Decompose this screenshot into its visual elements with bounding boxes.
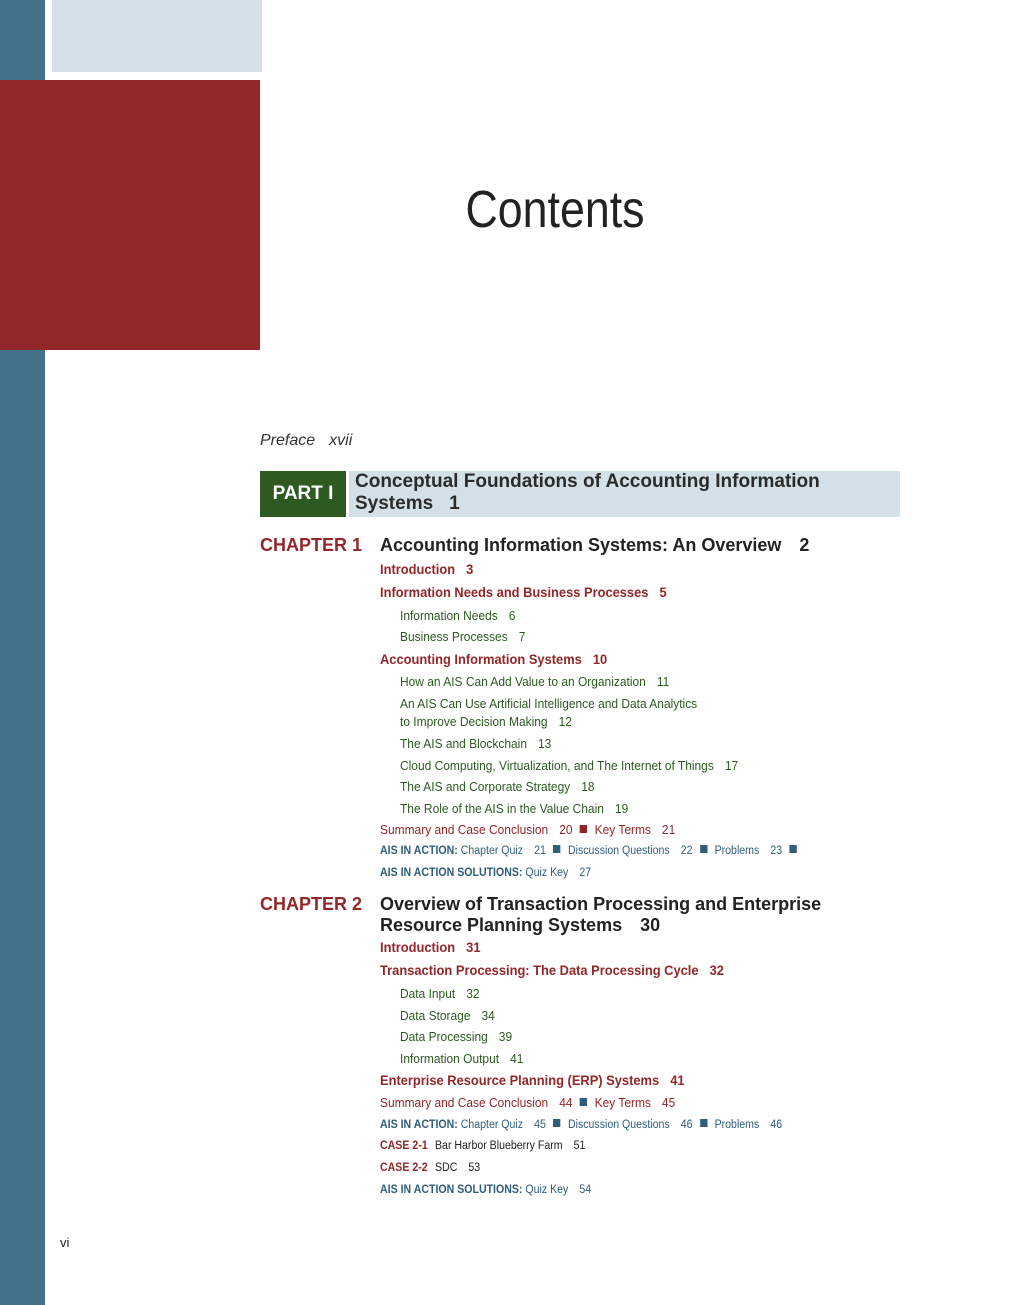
ais-in-action-line[interactable]: [380, 1119, 782, 1131]
case-label: CASE 2-2: [380, 1162, 428, 1174]
entry-label: Discussion Questions: [567, 1119, 670, 1131]
entry-label: Quiz Key: [525, 1184, 569, 1196]
entry-page: 45: [661, 1095, 676, 1110]
summary-line[interactable]: [380, 1095, 675, 1110]
entry-page: 3: [466, 561, 474, 577]
toc-subentry[interactable]: [400, 628, 525, 646]
entry-label: Discussion Questions: [567, 845, 670, 857]
entry-page: 11: [656, 674, 670, 689]
decorative-light-block: [52, 0, 262, 72]
entry-label: Problems: [714, 1119, 760, 1131]
toc-entry[interactable]: [380, 962, 724, 978]
page-number: vi: [60, 1235, 70, 1250]
entry-label: Introduction: [380, 939, 456, 955]
entry-label: Transaction Processing: The Data Processing Cycle: [380, 962, 699, 978]
case-title: Bar Harbor Blueberry Farm: [434, 1140, 563, 1152]
chapter-2-page: 30: [640, 915, 661, 935]
entry-page: 6: [508, 608, 516, 623]
entry-label: Summary and Case Conclusion: [380, 822, 549, 837]
entry-label: Data Input: [400, 986, 456, 1001]
entry-page: 46: [680, 1119, 693, 1131]
entry-label: An AIS Can Use Artificial Intelligence and Data Analytics: [400, 696, 698, 711]
ais-solutions-line[interactable]: [380, 1184, 591, 1196]
entry-label: Chapter Quiz: [460, 1119, 524, 1131]
part-label: PART I: [260, 471, 346, 517]
separator-square: [553, 845, 560, 853]
part-page: 1: [449, 493, 460, 514]
entry-label: Data Storage: [400, 1008, 471, 1023]
entry-label: Problems: [714, 845, 760, 857]
entry-page: 41: [670, 1072, 685, 1088]
entry-label: Accounting Information Systems: [380, 651, 582, 667]
toc-subentry[interactable]: [400, 695, 697, 731]
entry-label: How an AIS Can Add Value to an Organization: [400, 674, 646, 689]
case-label: CASE 2-1: [380, 1140, 428, 1152]
case-entry[interactable]: [380, 1162, 480, 1174]
entry-page: 19: [614, 801, 629, 816]
toc-entry[interactable]: [380, 1072, 685, 1088]
entry-label: Data Processing: [400, 1029, 488, 1044]
toc-subentry[interactable]: [400, 735, 551, 753]
toc-entry[interactable]: [380, 584, 667, 600]
entry-label: to Improve Decision Making: [400, 714, 548, 729]
entry-label: Business Processes: [400, 629, 508, 644]
entry-page: 53: [468, 1162, 481, 1174]
entry-label: Information Needs: [400, 608, 498, 623]
entry-label: Introduction: [380, 561, 456, 577]
chapter-1-title[interactable]: [380, 535, 809, 556]
entry-label: The AIS and Corporate Strategy: [400, 779, 571, 794]
entry-page: 32: [709, 962, 724, 978]
entry-label: Key Terms: [594, 1095, 651, 1110]
entry-page: 7: [518, 629, 526, 644]
entry-page: 23: [770, 845, 783, 857]
case-entry[interactable]: [380, 1140, 585, 1152]
separator-square: [700, 845, 707, 853]
entry-page: 12: [558, 714, 572, 729]
separator-square: [553, 1119, 560, 1127]
toc-subentry[interactable]: [400, 673, 669, 691]
chapter-2-label: CHAPTER 2: [260, 894, 363, 914]
separator-square: [789, 845, 796, 853]
entry-page: 18: [581, 779, 595, 794]
chapter-1-page: 2: [799, 535, 810, 555]
entry-label: The Role of the AIS in the Value Chain: [400, 801, 604, 816]
decorative-red-block: [0, 80, 260, 350]
part-title[interactable]: [355, 471, 895, 515]
preface-entry[interactable]: [260, 432, 352, 450]
page-title: Contents: [465, 181, 645, 239]
ais-solutions-line[interactable]: [380, 867, 591, 879]
entry-label: Information Output: [400, 1051, 500, 1066]
toc-subentry[interactable]: [400, 607, 515, 625]
toc-entry[interactable]: [380, 561, 473, 577]
toc-subentry[interactable]: [400, 1050, 523, 1068]
toc-subentry[interactable]: [400, 757, 738, 775]
ais-label: AIS IN ACTION SOLUTIONS:: [380, 1184, 523, 1196]
toc-entry[interactable]: [380, 939, 480, 955]
preface-page: xvii: [329, 432, 353, 449]
entry-label: Quiz Key: [525, 867, 569, 879]
entry-page: 54: [579, 1184, 592, 1196]
entry-page: 31: [466, 939, 481, 955]
entry-page: 22: [680, 845, 693, 857]
entry-page: 21: [534, 845, 546, 857]
entry-label: The AIS and Blockchain: [400, 736, 527, 751]
entry-page: 21: [661, 822, 676, 837]
separator-square: [700, 1119, 707, 1127]
entry-label: Chapter Quiz: [460, 845, 524, 857]
toc-subentry[interactable]: [400, 1007, 495, 1025]
toc-subentry[interactable]: [400, 778, 595, 796]
chapter-2-title-line1: Overview of Transaction Processing and Enterprise: [380, 894, 822, 914]
entry-page: 45: [534, 1119, 546, 1131]
entry-page: 20: [559, 822, 573, 837]
entry-label: Enterprise Resource Planning (ERP) Systems: [380, 1072, 660, 1088]
preface-label: Preface: [260, 432, 316, 449]
chapter-2-title[interactable]: [380, 894, 821, 936]
entry-page: 10: [592, 651, 608, 667]
ais-label: AIS IN ACTION:: [380, 845, 458, 857]
entry-label: Key Terms: [594, 822, 651, 837]
part-title-text: Conceptual Foundations of Accounting Information Systems: [355, 471, 820, 514]
entry-page: 32: [466, 986, 480, 1001]
toc-entry[interactable]: [380, 651, 607, 667]
chapter-2-title-line2: Resource Planning Systems: [380, 915, 623, 935]
entry-label: Cloud Computing, Virtualization, and The Internet of Things: [400, 758, 714, 773]
ais-in-action-line[interactable]: [380, 845, 804, 857]
entry-page: 41: [510, 1051, 524, 1066]
separator-square: [580, 1098, 587, 1106]
chapter-1-label: CHAPTER 1: [260, 535, 363, 555]
entry-page: 51: [573, 1140, 586, 1152]
separator-square: [580, 825, 587, 833]
ais-label: AIS IN ACTION:: [380, 1119, 458, 1131]
entry-label: Information Needs and Business Processes: [380, 584, 649, 600]
entry-page: 17: [724, 758, 739, 773]
entry-page: 13: [538, 736, 552, 751]
chapter-1-title-text: Accounting Information Systems: An Overview: [380, 535, 782, 555]
entry-page: 39: [498, 1029, 513, 1044]
summary-line[interactable]: [380, 822, 675, 837]
ais-label: AIS IN ACTION SOLUTIONS:: [380, 867, 523, 879]
entry-page: 34: [481, 1008, 495, 1023]
case-title: SDC: [434, 1162, 458, 1174]
entry-label: Summary and Case Conclusion: [380, 1095, 549, 1110]
toc-subentry[interactable]: [400, 800, 628, 818]
toc-subentry[interactable]: [400, 1028, 512, 1046]
toc-subentry[interactable]: [400, 985, 480, 1003]
entry-page: 46: [770, 1119, 783, 1131]
entry-page: 27: [579, 867, 592, 879]
entry-page: 5: [659, 584, 667, 600]
entry-page: 44: [559, 1095, 573, 1110]
